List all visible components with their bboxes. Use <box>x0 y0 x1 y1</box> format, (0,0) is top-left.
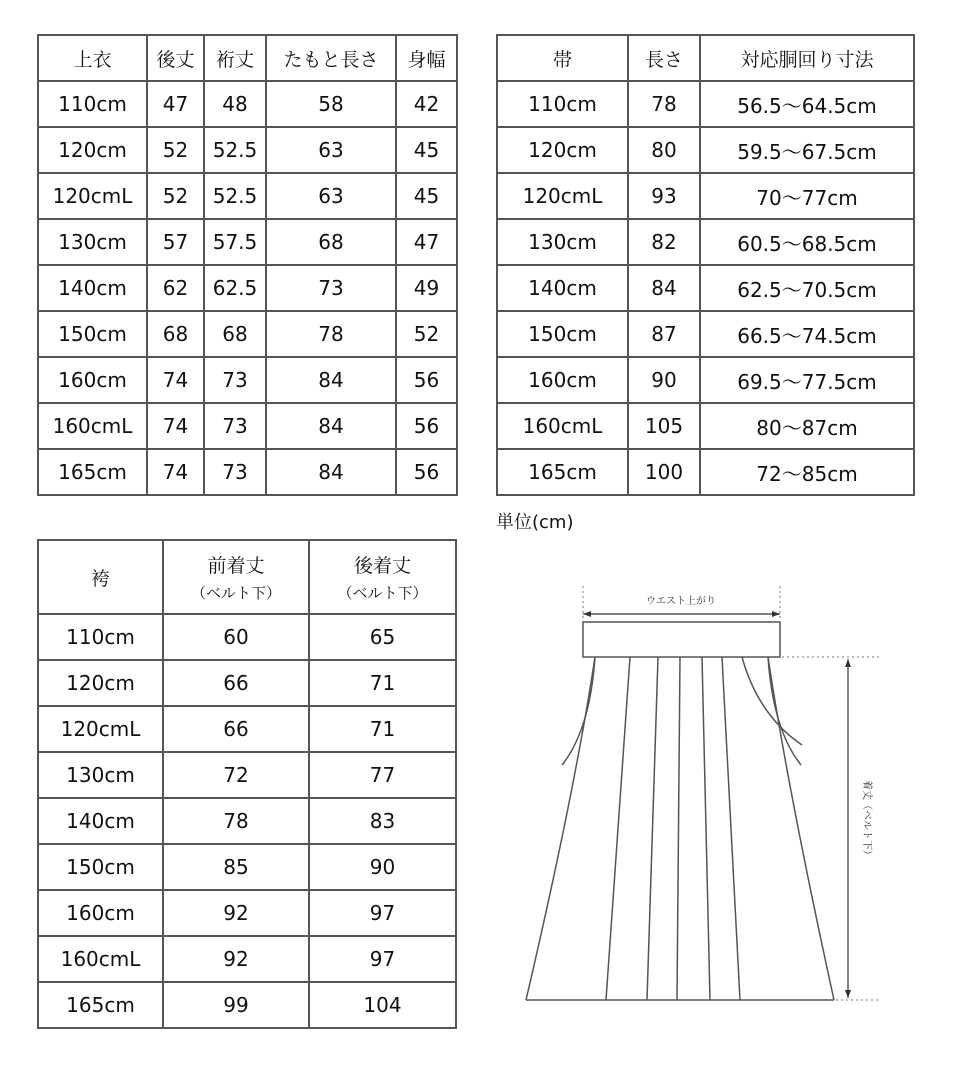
size-cell: 130cm <box>38 219 147 265</box>
table-cell: 80 <box>628 127 700 173</box>
table-cell: 97 <box>309 890 456 936</box>
size-cell: 165cm <box>38 982 163 1028</box>
table-cell: 73 <box>204 449 266 495</box>
header-cell: 帯 <box>497 35 628 81</box>
table-cell: 77 <box>309 752 456 798</box>
size-cell: 120cmL <box>38 706 163 752</box>
obi-size-table <box>496 34 915 496</box>
table-cell: 63 <box>266 127 396 173</box>
header-cell <box>163 540 309 614</box>
table-cell: 68 <box>204 311 266 357</box>
table-cell: 62.5 <box>204 265 266 311</box>
table-row <box>497 265 914 311</box>
table-cell: 71 <box>309 660 456 706</box>
table-cell: 66 <box>163 706 309 752</box>
table-header-row <box>38 35 457 81</box>
table-row <box>38 752 456 798</box>
table-cell: 78 <box>628 81 700 127</box>
table-cell: 45 <box>396 173 457 219</box>
table-row <box>38 81 457 127</box>
size-cell: 160cm <box>497 357 628 403</box>
table-cell: 52 <box>147 127 204 173</box>
table-cell: 70〜77cm <box>700 173 914 219</box>
size-cell: 130cm <box>38 752 163 798</box>
table-cell: 90 <box>309 844 456 890</box>
table-cell: 59.5〜67.5cm <box>700 127 914 173</box>
header-cell: 上衣 <box>38 35 147 81</box>
waist-label: ウエスト上がり <box>646 596 716 607</box>
table-cell: 71 <box>309 706 456 752</box>
table-cell: 57.5 <box>204 219 266 265</box>
table-cell: 72 <box>163 752 309 798</box>
table-cell: 74 <box>147 403 204 449</box>
table-cell: 68 <box>266 219 396 265</box>
table-cell: 85 <box>163 844 309 890</box>
table-row <box>38 173 457 219</box>
length-label: 着丈（ベルト下） <box>861 780 872 860</box>
size-cell: 120cmL <box>497 173 628 219</box>
table-row <box>497 311 914 357</box>
table-cell: 83 <box>309 798 456 844</box>
size-cell: 130cm <box>497 219 628 265</box>
size-cell: 160cm <box>38 357 147 403</box>
table-cell: 69.5〜77.5cm <box>700 357 914 403</box>
table-row <box>38 844 456 890</box>
size-cell: 160cmL <box>497 403 628 449</box>
table-cell: 84 <box>266 449 396 495</box>
belt-band <box>583 622 780 657</box>
header-cell <box>309 540 456 614</box>
table-cell: 74 <box>147 357 204 403</box>
size-cell: 160cmL <box>38 936 163 982</box>
hakama-size-table <box>37 539 457 1029</box>
table-cell: 48 <box>204 81 266 127</box>
table-cell: 56 <box>396 357 457 403</box>
table-cell: 90 <box>628 357 700 403</box>
table-cell: 58 <box>266 81 396 127</box>
header-cell: たもと長さ <box>266 35 396 81</box>
table-row <box>38 614 456 660</box>
table-cell: 56 <box>396 403 457 449</box>
table-cell: 73 <box>204 357 266 403</box>
table-cell: 87 <box>628 311 700 357</box>
header-label: 袴 <box>90 567 110 590</box>
table-cell: 49 <box>396 265 457 311</box>
table-cell: 66.5〜74.5cm <box>700 311 914 357</box>
header-cell: 裄丈 <box>204 35 266 81</box>
header-cell: 後丈 <box>147 35 204 81</box>
size-cell: 140cm <box>38 798 163 844</box>
size-cell: 140cm <box>38 265 147 311</box>
table-cell: 105 <box>628 403 700 449</box>
header-cell: 対応胴回り寸法 <box>700 35 914 81</box>
waist-measure <box>583 586 780 618</box>
table-row <box>497 127 914 173</box>
size-cell: 110cm <box>38 81 147 127</box>
table-cell: 82 <box>628 219 700 265</box>
table-cell: 104 <box>309 982 456 1028</box>
table-cell: 72〜85cm <box>700 449 914 495</box>
size-cell: 160cmL <box>38 403 147 449</box>
table-row <box>38 936 456 982</box>
table-cell: 66 <box>163 660 309 706</box>
table-cell: 73 <box>204 403 266 449</box>
table-row <box>497 449 914 495</box>
table-cell: 47 <box>396 219 457 265</box>
table-cell: 56 <box>396 449 457 495</box>
table-cell: 80〜87cm <box>700 403 914 449</box>
table-cell: 92 <box>163 890 309 936</box>
table-row <box>38 798 456 844</box>
table-cell: 63 <box>266 173 396 219</box>
table-cell: 92 <box>163 936 309 982</box>
table-row <box>38 219 457 265</box>
size-cell: 120cm <box>38 660 163 706</box>
table-row <box>497 403 914 449</box>
tops-size-table <box>37 34 458 496</box>
table-cell: 62 <box>147 265 204 311</box>
unit-label: 単位(cm) <box>496 512 574 533</box>
table-row <box>497 173 914 219</box>
table-cell: 57 <box>147 219 204 265</box>
table-cell: 60.5〜68.5cm <box>700 219 914 265</box>
header-cell <box>38 540 163 614</box>
table-cell: 60 <box>163 614 309 660</box>
table-row <box>38 357 457 403</box>
header-sublabel: （ベルト下） <box>337 584 428 602</box>
table-cell: 84 <box>266 403 396 449</box>
table-cell: 52.5 <box>204 127 266 173</box>
size-cell: 110cm <box>497 81 628 127</box>
table-cell: 62.5〜70.5cm <box>700 265 914 311</box>
table-cell: 73 <box>266 265 396 311</box>
table-row <box>38 449 457 495</box>
table-cell: 100 <box>628 449 700 495</box>
table-row <box>38 660 456 706</box>
size-cell: 140cm <box>497 265 628 311</box>
hakama-diagram <box>520 580 890 1010</box>
header-label: 前着丈 <box>207 555 265 577</box>
table-cell: 45 <box>396 127 457 173</box>
size-cell: 120cm <box>38 127 147 173</box>
table-cell: 93 <box>628 173 700 219</box>
table-row <box>497 219 914 265</box>
table-cell: 68 <box>147 311 204 357</box>
table-cell: 84 <box>628 265 700 311</box>
header-sublabel: （ベルト下） <box>190 584 281 602</box>
table-row <box>497 357 914 403</box>
table-cell: 56.5〜64.5cm <box>700 81 914 127</box>
table-cell: 42 <box>396 81 457 127</box>
table-cell: 74 <box>147 449 204 495</box>
table-cell: 65 <box>309 614 456 660</box>
size-cell: 110cm <box>38 614 163 660</box>
size-cell: 165cm <box>497 449 628 495</box>
table-cell: 52.5 <box>204 173 266 219</box>
size-cell: 150cm <box>38 311 147 357</box>
table-row <box>38 311 457 357</box>
table-cell: 99 <box>163 982 309 1028</box>
table-cell: 47 <box>147 81 204 127</box>
table-cell: 97 <box>309 936 456 982</box>
table-row <box>38 265 457 311</box>
size-cell: 150cm <box>38 844 163 890</box>
table-cell: 52 <box>147 173 204 219</box>
table-header-row <box>497 35 914 81</box>
header-cell: 身幅 <box>396 35 457 81</box>
table-header-row <box>38 540 456 614</box>
size-cell: 165cm <box>38 449 147 495</box>
table-row <box>38 982 456 1028</box>
table-cell: 52 <box>396 311 457 357</box>
size-cell: 150cm <box>497 311 628 357</box>
table-row <box>38 127 457 173</box>
table-cell: 78 <box>163 798 309 844</box>
table-row <box>38 403 457 449</box>
header-label: 後着丈 <box>353 555 411 577</box>
size-cell: 160cm <box>38 890 163 936</box>
table-cell: 78 <box>266 311 396 357</box>
hakama-skirt <box>526 657 834 1000</box>
table-cell: 84 <box>266 357 396 403</box>
length-measure <box>782 657 880 1000</box>
table-row <box>497 81 914 127</box>
size-cell: 120cmL <box>38 173 147 219</box>
table-row <box>38 706 456 752</box>
table-row <box>38 890 456 936</box>
header-cell: 長さ <box>628 35 700 81</box>
size-cell: 120cm <box>497 127 628 173</box>
